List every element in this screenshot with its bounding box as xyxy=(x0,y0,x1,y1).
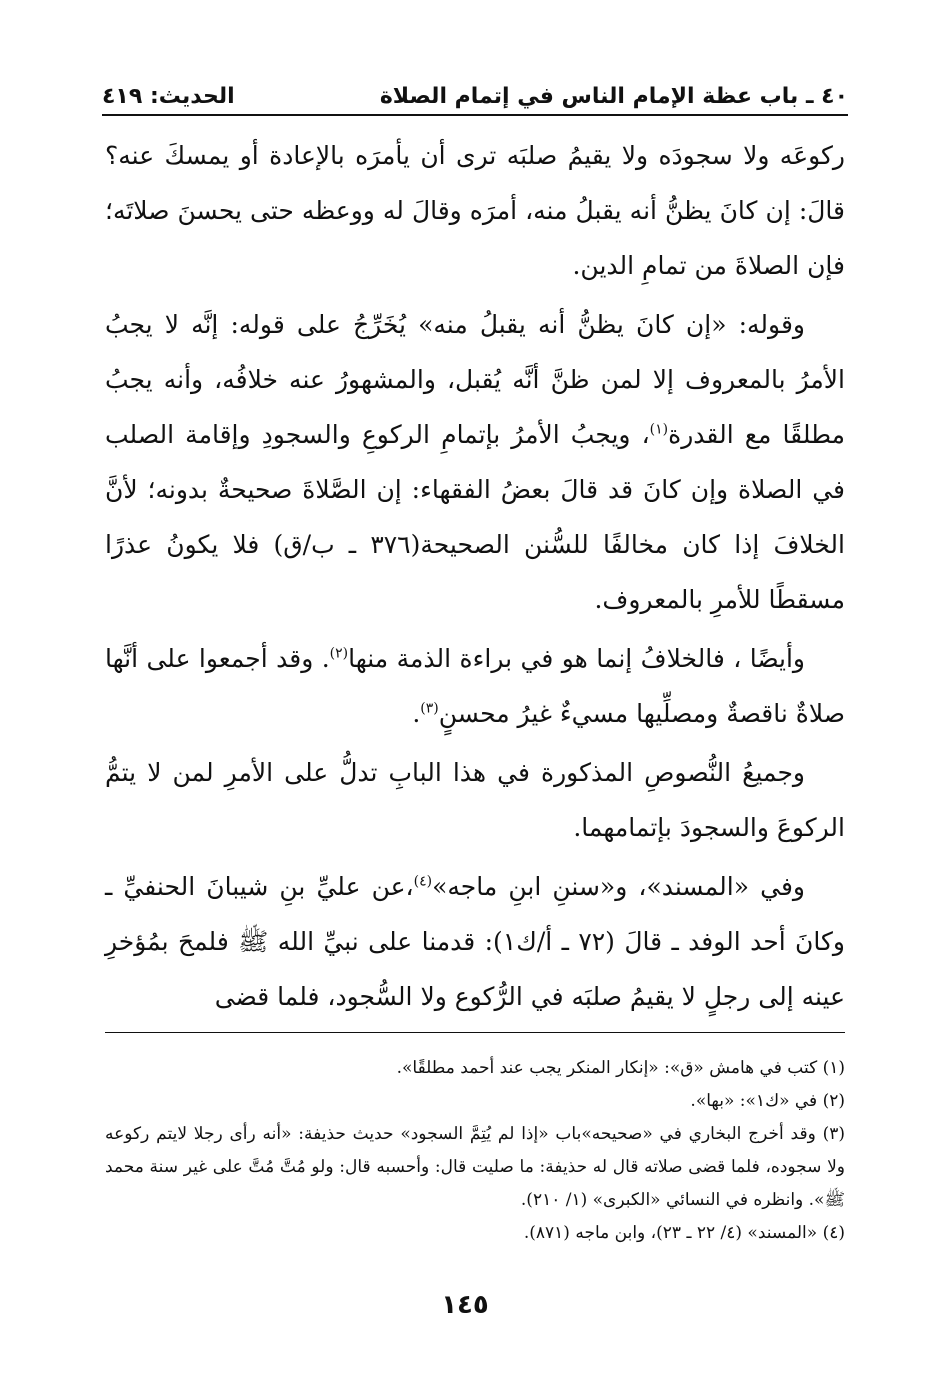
footnote: (٤) «المسند» (٤/ ٢٢ ـ ٢٣)، وابن ماجه (٨٧١). xyxy=(523,1223,845,1243)
footnote-marker: (٢) xyxy=(329,645,349,662)
paragraph xyxy=(105,859,845,1024)
footnote-marker: (١) xyxy=(649,421,669,438)
paragraph-text: ركوعَه ولا سجودَه ولا يقيمُ صلبَه ترى أن يأمرَه بالإعادة أو يمسكَ عنه؟ قالَ: إن كانَ يظنُّ أنه يقبلُ منه، أمرَه وقالَ له ووعظه حتى يحسنَ صلاتَه؛ فإن الصلاةَ من تمامِ الدين. xyxy=(105,141,845,280)
paragraph-text: وقوله: «إن كانَ يظنُّ أنه يقبلُ منه» يُخَرِّجُ على قوله: إنَّه لا يجبُ الأمرُ بالمعروف إلا لمن ظنَّ أنَّه يُقبل، والمشهورُ عنه خلافُه، وأنه يجبُ مطلقًا مع القدرة xyxy=(105,310,845,449)
header-divider xyxy=(102,114,848,116)
footnotes xyxy=(105,1052,845,1250)
footnote: (٣) وقد أخرج البخاري في «صحيحه»باب «إذا لم يُتِمَّ السجود» حديث حذيفة: «أنه رأى رجلا لايتم ركوعه ولا سجوده، فلما قضى صلاته قال له حذيفة: ما صليت قال: وأحسبه قال: ولو مُتَّ مُتَّ على غير سنة محمد ﷺ». وانظره في النسائي «الكبرى» (١/ ٢١٠). xyxy=(105,1124,845,1210)
paragraph-text: وفي «المسند»، و«سننِ ابنِ ماجه» xyxy=(432,872,805,901)
chapter-title: ٤٠ ـ باب عظة الإمام الناس في إتمام الصلاة xyxy=(379,83,848,109)
paragraph-text: وأيضًا ، فالخلافُ إنما هو في براءة الذمة منها xyxy=(348,644,805,673)
footnote: (٢) في «ك١»: «بها». xyxy=(690,1091,845,1111)
paragraph-text: . وقد أجمعوا على أنَّها صلاةٌ ناقصةٌ ومصلِّيها مسيءٌ غيرُ محسنٍ xyxy=(105,644,845,728)
hadith-reference: الحديث: ٤١٩ xyxy=(102,83,235,109)
page-number: ١٤٥ xyxy=(441,1290,489,1320)
paragraph-text: ، ويجبُ الأمرُ بإتمامِ الركوعِ والسجودِ وإقامة الصلب في الصلاة وإن كانَ قد قالَ بعضُ الفقهاء: إن الصَّلاةَ صحيحةٌ بدونه؛ لأنَّ الخلافَ إذا كان مخالفًا للسُّنن الصحيحة(٣٧٦ ـ ب/ق) فلا يكونُ عذرًا مسقطًا للأمرِ بالمعروف. xyxy=(105,420,845,614)
paragraph-text: وجميعُ النُّصوصِ المذكورة في هذا البابِ تدلُّ على الأمرِ لمن لا يتمُّ الركوعَ والسجودَ بإتمامهما. xyxy=(105,758,845,842)
footnote-marker: (٤) xyxy=(413,873,433,890)
footnote: (١) كتب في هامش «ق»: «إنكار المنكر يجب عند أحمد مطلقًا». xyxy=(396,1058,845,1078)
paragraph xyxy=(105,297,845,627)
running-header xyxy=(102,78,848,114)
paragraph xyxy=(105,631,845,741)
main-text xyxy=(105,128,845,1028)
footnote-marker: (٣) xyxy=(420,700,439,717)
paragraph-text: . xyxy=(412,699,421,728)
paragraph-text: ،عن عليِّ بنِ شيبانَ الحنفيِّ ـ وكانَ أحد الوفد ـ قالَ (٧٢ ـ أ/ك١): قدمنا على نبيِّ الله ﷺ فلمحَ بمُؤخرِ عينه إلى رجلٍ لا يقيمُ صلبَه في الرُّكوع ولا السُّجود، فلما قضى xyxy=(105,872,845,1011)
footnote-divider xyxy=(105,1032,845,1033)
paragraph xyxy=(105,745,845,855)
paragraph xyxy=(105,128,845,293)
